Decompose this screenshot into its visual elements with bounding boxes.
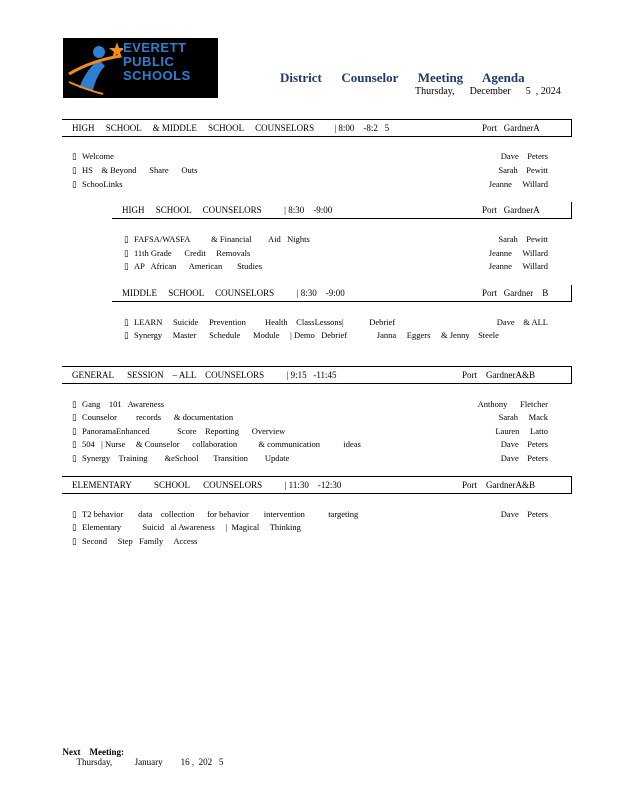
agenda-item: ▯ 11th Grade Credit Removals xyxy=(124,248,251,258)
agenda-item: ▯ FAFSA/WASFA & Financial Aid Nights xyxy=(124,234,310,244)
presenter: Lauren Latto xyxy=(495,426,548,436)
agenda-item: ▯ Elementary Suicid al Awareness | Magical Thinking xyxy=(72,522,301,532)
next-meeting-date: Thursday, January 16 , 202 5 xyxy=(76,757,224,767)
section-header: GENERAL SESSION – ALL COUNSELORS | 9:15 -11:45 Port GardnerA&B xyxy=(62,366,572,384)
presenter: Jeanne Willard xyxy=(488,261,548,271)
agenda-item: ▯ HS & Beyond Share Outs xyxy=(72,165,198,175)
agenda-item: ▯ SchooLinks xyxy=(72,179,123,189)
star-figure-icon xyxy=(63,38,123,98)
presenter: Dave Peters xyxy=(500,439,548,449)
presenter: Dave Peters xyxy=(500,151,548,161)
agenda-item: ▯ Gang 101 Awareness xyxy=(72,399,165,409)
agenda-item: ▯ PanoramaEnhanced Score Reporting Overview xyxy=(72,426,286,436)
presenter: Jeanne Willard xyxy=(488,179,548,189)
district-logo xyxy=(63,38,218,98)
section-header: HIGH SCHOOL & MIDDLE SCHOOL COUNSELORS | 8:00 -8:2 5 Port GardnerA xyxy=(62,119,572,137)
agenda-item: ▯ Second Step Family Access xyxy=(72,536,198,546)
agenda-item: ▯ AP African American Studies xyxy=(124,261,263,271)
section-header: ELEMENTARY SCHOOL COUNSELORS | 11:30 -12:30 Port GardnerA&B xyxy=(62,476,572,494)
agenda-item: ▯ Counselor records & documentation xyxy=(72,412,234,422)
agenda-item: ▯ T2 behavior data collection for behavior intervention targeting xyxy=(72,509,359,519)
next-meeting xyxy=(58,737,223,767)
section-header: HIGH SCHOOL COUNSELORS | 8:30 -9:00 Port GardnerA xyxy=(112,202,572,219)
agenda-item: ▯ Synergy Training &eSchool Transition Update xyxy=(72,453,290,463)
presenter: Anthony Fletcher xyxy=(477,399,548,409)
presenter: Dave Peters xyxy=(500,509,548,519)
agenda-item: ▯ Synergy Master Schedule Module | Demo Debrief Janna Eggers & Jenny Steele xyxy=(124,330,499,340)
next-meeting-label: Next Meeting: xyxy=(62,747,124,757)
agenda-item: ▯ LEARN Suicide Prevention Health ClassLessons| Debrief xyxy=(124,317,396,327)
meeting-date: Thursday, December 5 , 2024 xyxy=(415,86,561,97)
presenter: Sarah Mack xyxy=(498,412,548,422)
agenda-item: ▯ Welcome xyxy=(72,151,114,161)
agenda-item: ▯ 504 | Nurse & Counselor collaboration & communication ideas xyxy=(72,439,361,449)
presenter: Sarah Pewitt xyxy=(498,165,548,175)
section-header: MIDDLE SCHOOL COUNSELORS | 8:30 -9:00 Port Gardner B xyxy=(112,285,572,302)
page-title: District Counselor Meeting Agenda xyxy=(280,70,525,85)
presenter: Sarah Pewitt xyxy=(498,234,548,244)
presenter: Jeanne Willard xyxy=(488,248,548,258)
presenter: Dave & ALL xyxy=(496,317,548,327)
presenter: Dave Peters xyxy=(500,453,548,463)
logo-wordmark: EVERETT PUBLIC SCHOOLS xyxy=(123,40,191,83)
